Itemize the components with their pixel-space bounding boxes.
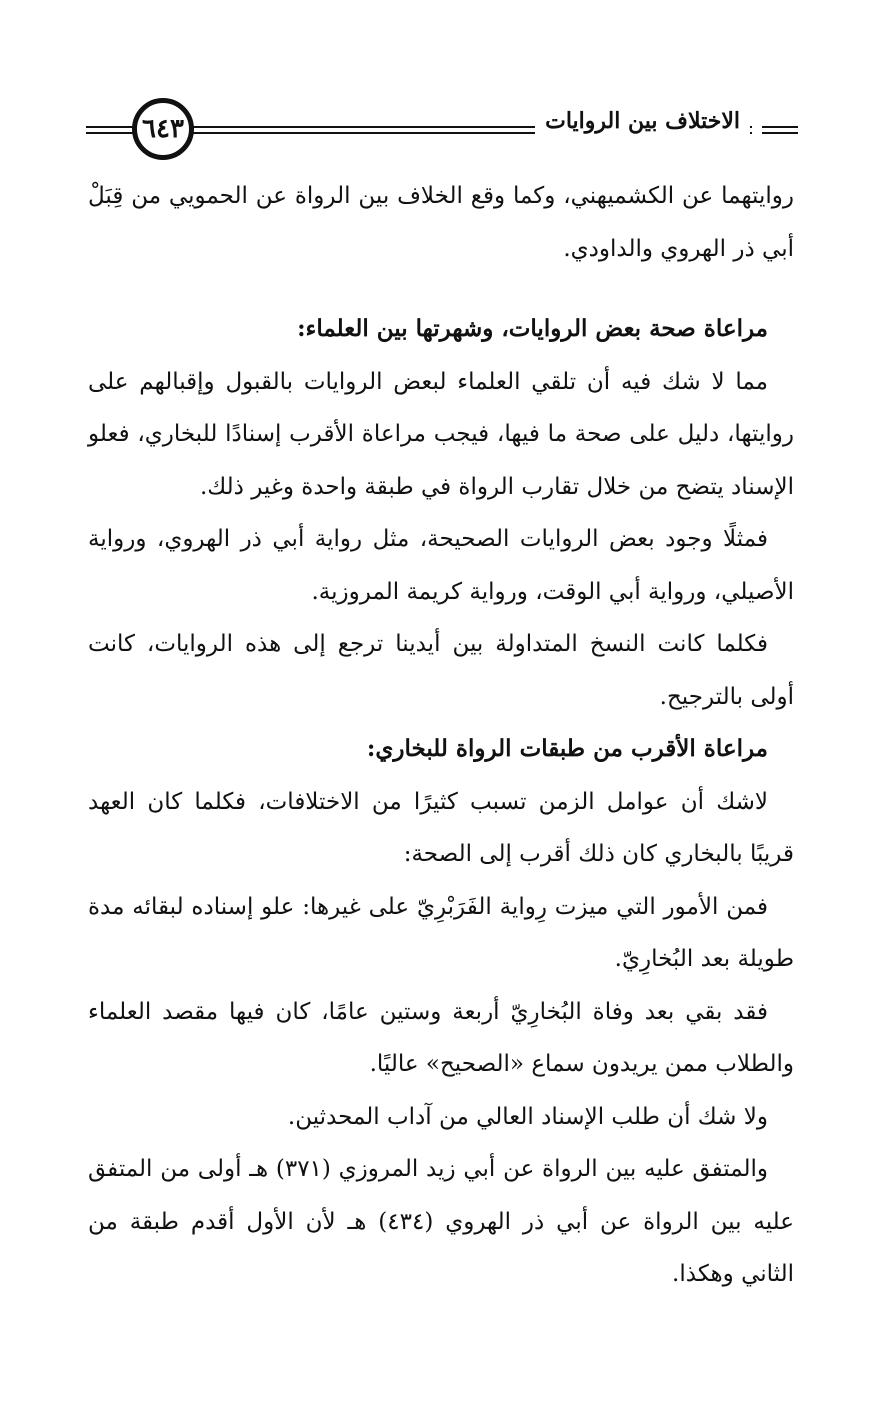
paragraph: مما لا شك فيه أن تلقي العلماء لبعض الروايات بالقبول وإقبالهم على روايتها، دليل على صحة ما فيها، فيجب مراعاة الأقرب إسنادًا للبخاري، فعلو الإسناد يتضح من خلال تقارب الرواة في طبقة واحدة وغير ذلك. xyxy=(88,368,794,500)
page-number-badge xyxy=(132,98,194,160)
paragraph: فقد بقي بعد وفاة البُخارِيّ أربعة وستين عامًا، كان فيها مقصد العلماء والطلاب ممن يريدون سماع «الصحيح» عاليًا. xyxy=(88,998,794,1077)
paragraph: والمتفق عليه بين الرواة عن أبي زيد المروزي (٣٧١) هـ أولى من المتفق عليه بين الرواة عن أبي ذر الهروي (٤٣٤) هـ لأن الأول أقدم طبقة من الثاني وهكذا. xyxy=(88,1156,795,1287)
section-heading: مراعاة صحة بعض الروايات، وشهرتها بين العلماء: xyxy=(297,315,768,342)
paragraph: ولا شك أن طلب الإسناد العالي من آداب المحدثين. xyxy=(287,1103,768,1130)
header-rule-left-2 xyxy=(86,132,134,134)
header-rule-end-2 xyxy=(762,132,798,134)
paragraph-continuation: روايتهما عن الكشميهني، وكما وقع الخلاف بين الرواة عن الحمويي من قِبَلْ أبي ذر الهروي والداودي. xyxy=(88,183,794,262)
page-header xyxy=(86,96,798,164)
header-rule-left xyxy=(86,126,134,128)
page-body xyxy=(88,170,794,1301)
header-rule-end xyxy=(762,126,798,128)
paragraph: فمثلًا وجود بعض الروايات الصحيحة، مثل رواية أبي ذر الهروي، ورواية الأصيلي، ورواية أبي الوقت، ورواية كريمة المروزية. xyxy=(88,526,794,605)
paragraph: لاشك أن عوامل الزمن تسبب كثيرًا من الاختلافات، فكلما كان العهد قريبًا بالبخاري كان ذلك أقرب إلى الصحة: xyxy=(88,788,794,867)
paragraph-gap xyxy=(88,275,794,303)
section-heading: مراعاة الأقرب من طبقات الرواة للبخاري: xyxy=(366,735,768,762)
page-number: ٦٤٣ xyxy=(142,114,184,144)
paragraph: فمن الأمور التي ميزت رِواية الفَرَبْرِيّ على غيرها: علو إسناده لبقائه مدة طويلة بعد البُخارِيّ. xyxy=(88,893,794,972)
running-title: الاختلاف بين الروايات xyxy=(535,108,750,134)
paragraph: فكلما كانت النسخ المتداولة بين أيدينا ترجع إلى هذه الروايات، كانت أولى بالترجيح. xyxy=(88,631,794,710)
